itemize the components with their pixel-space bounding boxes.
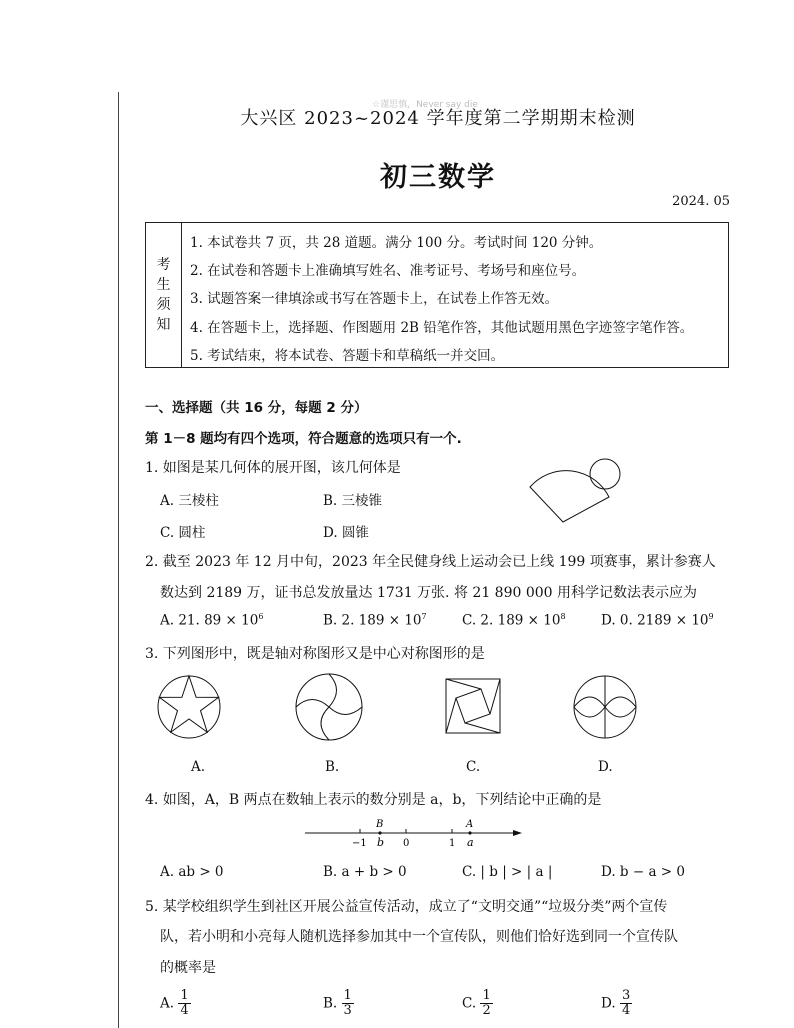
q5-option-d: D. $\frac{3}{4}$	[601, 988, 631, 1018]
axis-tick-1: 1	[449, 838, 456, 849]
q3-label-c: C.	[466, 759, 481, 775]
q1-option-c: C. 圆柱	[160, 525, 206, 541]
q3-label-b: B.	[325, 759, 340, 775]
notice-heading: 考生须知	[146, 223, 182, 367]
q5-stem-line1: 5. 某学校组织学生到社区开展公益宣传活动，成立了“文明交通”“垃圾分类”两个宣传	[145, 899, 668, 915]
q4-option-b: B. a + b > 0	[323, 864, 407, 880]
notice-box	[145, 222, 729, 368]
q4-stem: 4. 如图，A，B 两点在数轴上表示的数分别是 a，b，下列结论中正确的是	[145, 792, 602, 808]
q3-stem: 3. 下列图形中，既是轴对称图形又是中心对称图形的是	[145, 646, 485, 662]
q5-stem-line3: 的概率是	[160, 960, 216, 976]
notice-list	[190, 229, 693, 370]
axis-point-a: A	[466, 819, 474, 830]
section-instruction: 第 1－8 题均有四个选项，符合题意的选项只有一个.	[145, 431, 462, 447]
notice-item: 2. 在试卷和答题卡上准确填写姓名、准考证号、考场号和座位号。	[190, 263, 586, 280]
q5-stem-line2: 队，若小明和小亮每人随机选择参加其中一个宣传队，则他们恰好选到同一个宣传队	[160, 929, 678, 945]
axis-tick-neg1: −1	[352, 838, 367, 849]
exam-date: 2024. 05	[672, 194, 730, 209]
q2-stem-line1: 2. 截至 2023 年 12 月中旬，2023 年全民健身线上运动会已上线 199 项赛事，累计参赛人	[145, 554, 716, 570]
q4-option-c: C. | b | > | a |	[462, 864, 553, 880]
q5-option-a: A. $\frac{1}{4}$	[160, 988, 189, 1018]
q2-option-a: A. 21. $89 \times 10^6$	[160, 612, 264, 629]
notice-item: 4. 在答题卡上，选择题、作图题用 2B 铅笔作答，其他试题用黑色字迹签字笔作答。	[190, 319, 694, 336]
section-title: 一、选择题（共 16 分，每题 2 分）	[145, 400, 368, 416]
q3-figures	[150, 665, 750, 755]
notice-item: 5. 考试结束，将本试卷、答题卡和草稿纸一并交回。	[190, 347, 505, 364]
q4-option-a: A. ab > 0	[160, 864, 224, 880]
q2-option-d: D. 0. $2189 \times 10^9$	[601, 612, 714, 629]
q1-stem: 1. 如图是某几何体的展开图，该几何体是	[145, 460, 401, 476]
q1-option-a: A. 三棱柱	[160, 493, 219, 509]
figure-d-petal-circle	[574, 676, 636, 738]
q3-label-a: A.	[191, 759, 206, 775]
exam-title: 大兴区 2023~2024 学年度第二学期期末检测	[240, 108, 636, 129]
q4-number-line	[300, 815, 530, 849]
watermark: ☆谨思慎，Never say die	[372, 100, 478, 110]
q1-option-b: B. 三棱锥	[323, 493, 383, 509]
figure-b-pinwheel-circle	[296, 674, 362, 740]
figure-c-square-pinwheel	[446, 679, 500, 733]
figure-a-star-circle	[158, 676, 220, 738]
q2-option-c: C. 2. $189 \times 10^8$	[462, 612, 566, 629]
notice-item: 3. 试题答案一律填涂或书写在答题卡上，在试卷上作答无效。	[190, 291, 559, 308]
notice-item: 1. 本试卷共 7 页，共 28 道题。满分 100 分。考试时间 120 分钟。	[190, 235, 603, 251]
axis-point-b: B	[376, 819, 384, 830]
axis-var-b: b	[377, 836, 385, 849]
subject-title: 初三数学	[380, 162, 496, 193]
q1-option-d: D. 圆锥	[323, 525, 369, 541]
binding-line	[118, 92, 119, 1028]
q5-option-b: B. $\frac{1}{3}$	[323, 988, 352, 1018]
axis-var-a: a	[467, 836, 474, 849]
axis-tick-0: 0	[403, 838, 410, 849]
q1-net-figure	[525, 455, 625, 533]
q3-label-d: D.	[598, 759, 613, 775]
q4-option-d: D. b − a > 0	[601, 864, 685, 880]
q2-option-b: B. 2. $189 \times 10^7$	[323, 612, 427, 629]
q2-stem-line2: 数达到 2189 万，证书总发放量达 1731 万张. 将 21 890 000 用科学记数法表示应为	[160, 585, 698, 601]
q5-option-c: C. $\frac{1}{2}$	[462, 988, 491, 1018]
